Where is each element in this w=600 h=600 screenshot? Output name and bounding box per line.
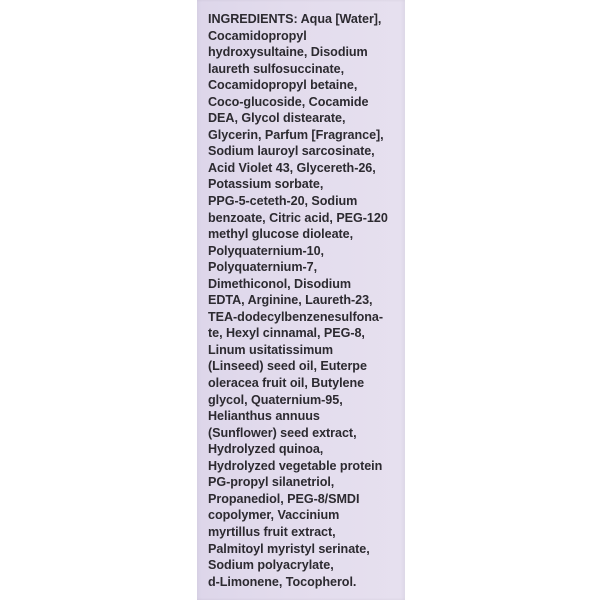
ingredients-line: Cocamidopropyl betaine, — [208, 78, 358, 93]
ingredients-line: Polyquaternium-7, — [208, 260, 318, 275]
ingredients-line: PPG-5-ceteth-20, Sodium — [208, 194, 358, 209]
ingredients-line: d-Limonene, Tocopherol. — [208, 574, 357, 589]
ingredients-line: (Sunflower) seed extract, — [208, 425, 357, 440]
ingredients-line: myrtillus fruit extract, — [208, 524, 336, 539]
ingredients-line: Propanediol, PEG-8/SMDI — [208, 491, 360, 506]
ingredients-line: Polyquaternium-10, — [208, 243, 324, 258]
ingredients-line: EDTA, Arginine, Laureth-23, — [208, 293, 373, 308]
ingredients-line: Helianthus annuus — [208, 409, 320, 424]
ingredients-line: Sodium polyacrylate, — [208, 558, 334, 573]
ingredients-line: laureth sulfosuccinate, — [208, 61, 345, 76]
ingredients-line: Acid Violet 43, Glycereth-26, — [208, 160, 376, 175]
ingredients-line: Dimethiconol, Disodium — [208, 276, 352, 291]
ingredients-line: oleracea fruit oil, Butylene — [208, 376, 365, 391]
ingredients-line: Sodium lauroyl sarcosinate, — [208, 144, 375, 159]
ingredients-line: Potassium sorbate, — [208, 177, 324, 192]
ingredients-line: Hydrolyzed quinoa, — [208, 442, 324, 457]
ingredients-line: Coco-glucoside, Cocamide — [208, 94, 369, 109]
ingredients-line: benzoate, Citric acid, PEG-120 — [208, 210, 388, 225]
ingredients-line: PG-propyl silanetriol, — [208, 475, 335, 490]
ingredients-line: te, Hexyl cinnamal, PEG-8, — [208, 326, 365, 341]
ingredients-line: (Linseed) seed oil, Euterpe — [208, 359, 367, 374]
ingredients-line: DEA, Glycol distearate, — [208, 111, 346, 126]
ingredients-line: copolymer, Vaccinium — [208, 508, 340, 523]
ingredients-line: INGREDIENTS: Aqua [Water], — [208, 12, 382, 26]
ingredients-line: Cocamidopropyl — [208, 28, 307, 43]
ingredients-line: Hydrolyzed vegetable protein — [208, 458, 383, 473]
ingredients-line: Glycerin, Parfum [Fragrance], — [208, 127, 384, 142]
ingredients-line: Linum usitatissimum — [208, 342, 334, 357]
ingredients-line: Palmitoyl myristyl serinate, — [208, 541, 370, 556]
ingredients-line: glycol, Quaternium-95, — [208, 392, 343, 407]
ingredients-line: hydroxysultaine, Disodium — [208, 45, 368, 60]
ingredients-line: methyl glucose dioleate, — [208, 227, 354, 242]
ingredients-text — [208, 11, 404, 590]
ingredients-line: TEA-dodecylbenzenesulfona- — [208, 309, 384, 324]
